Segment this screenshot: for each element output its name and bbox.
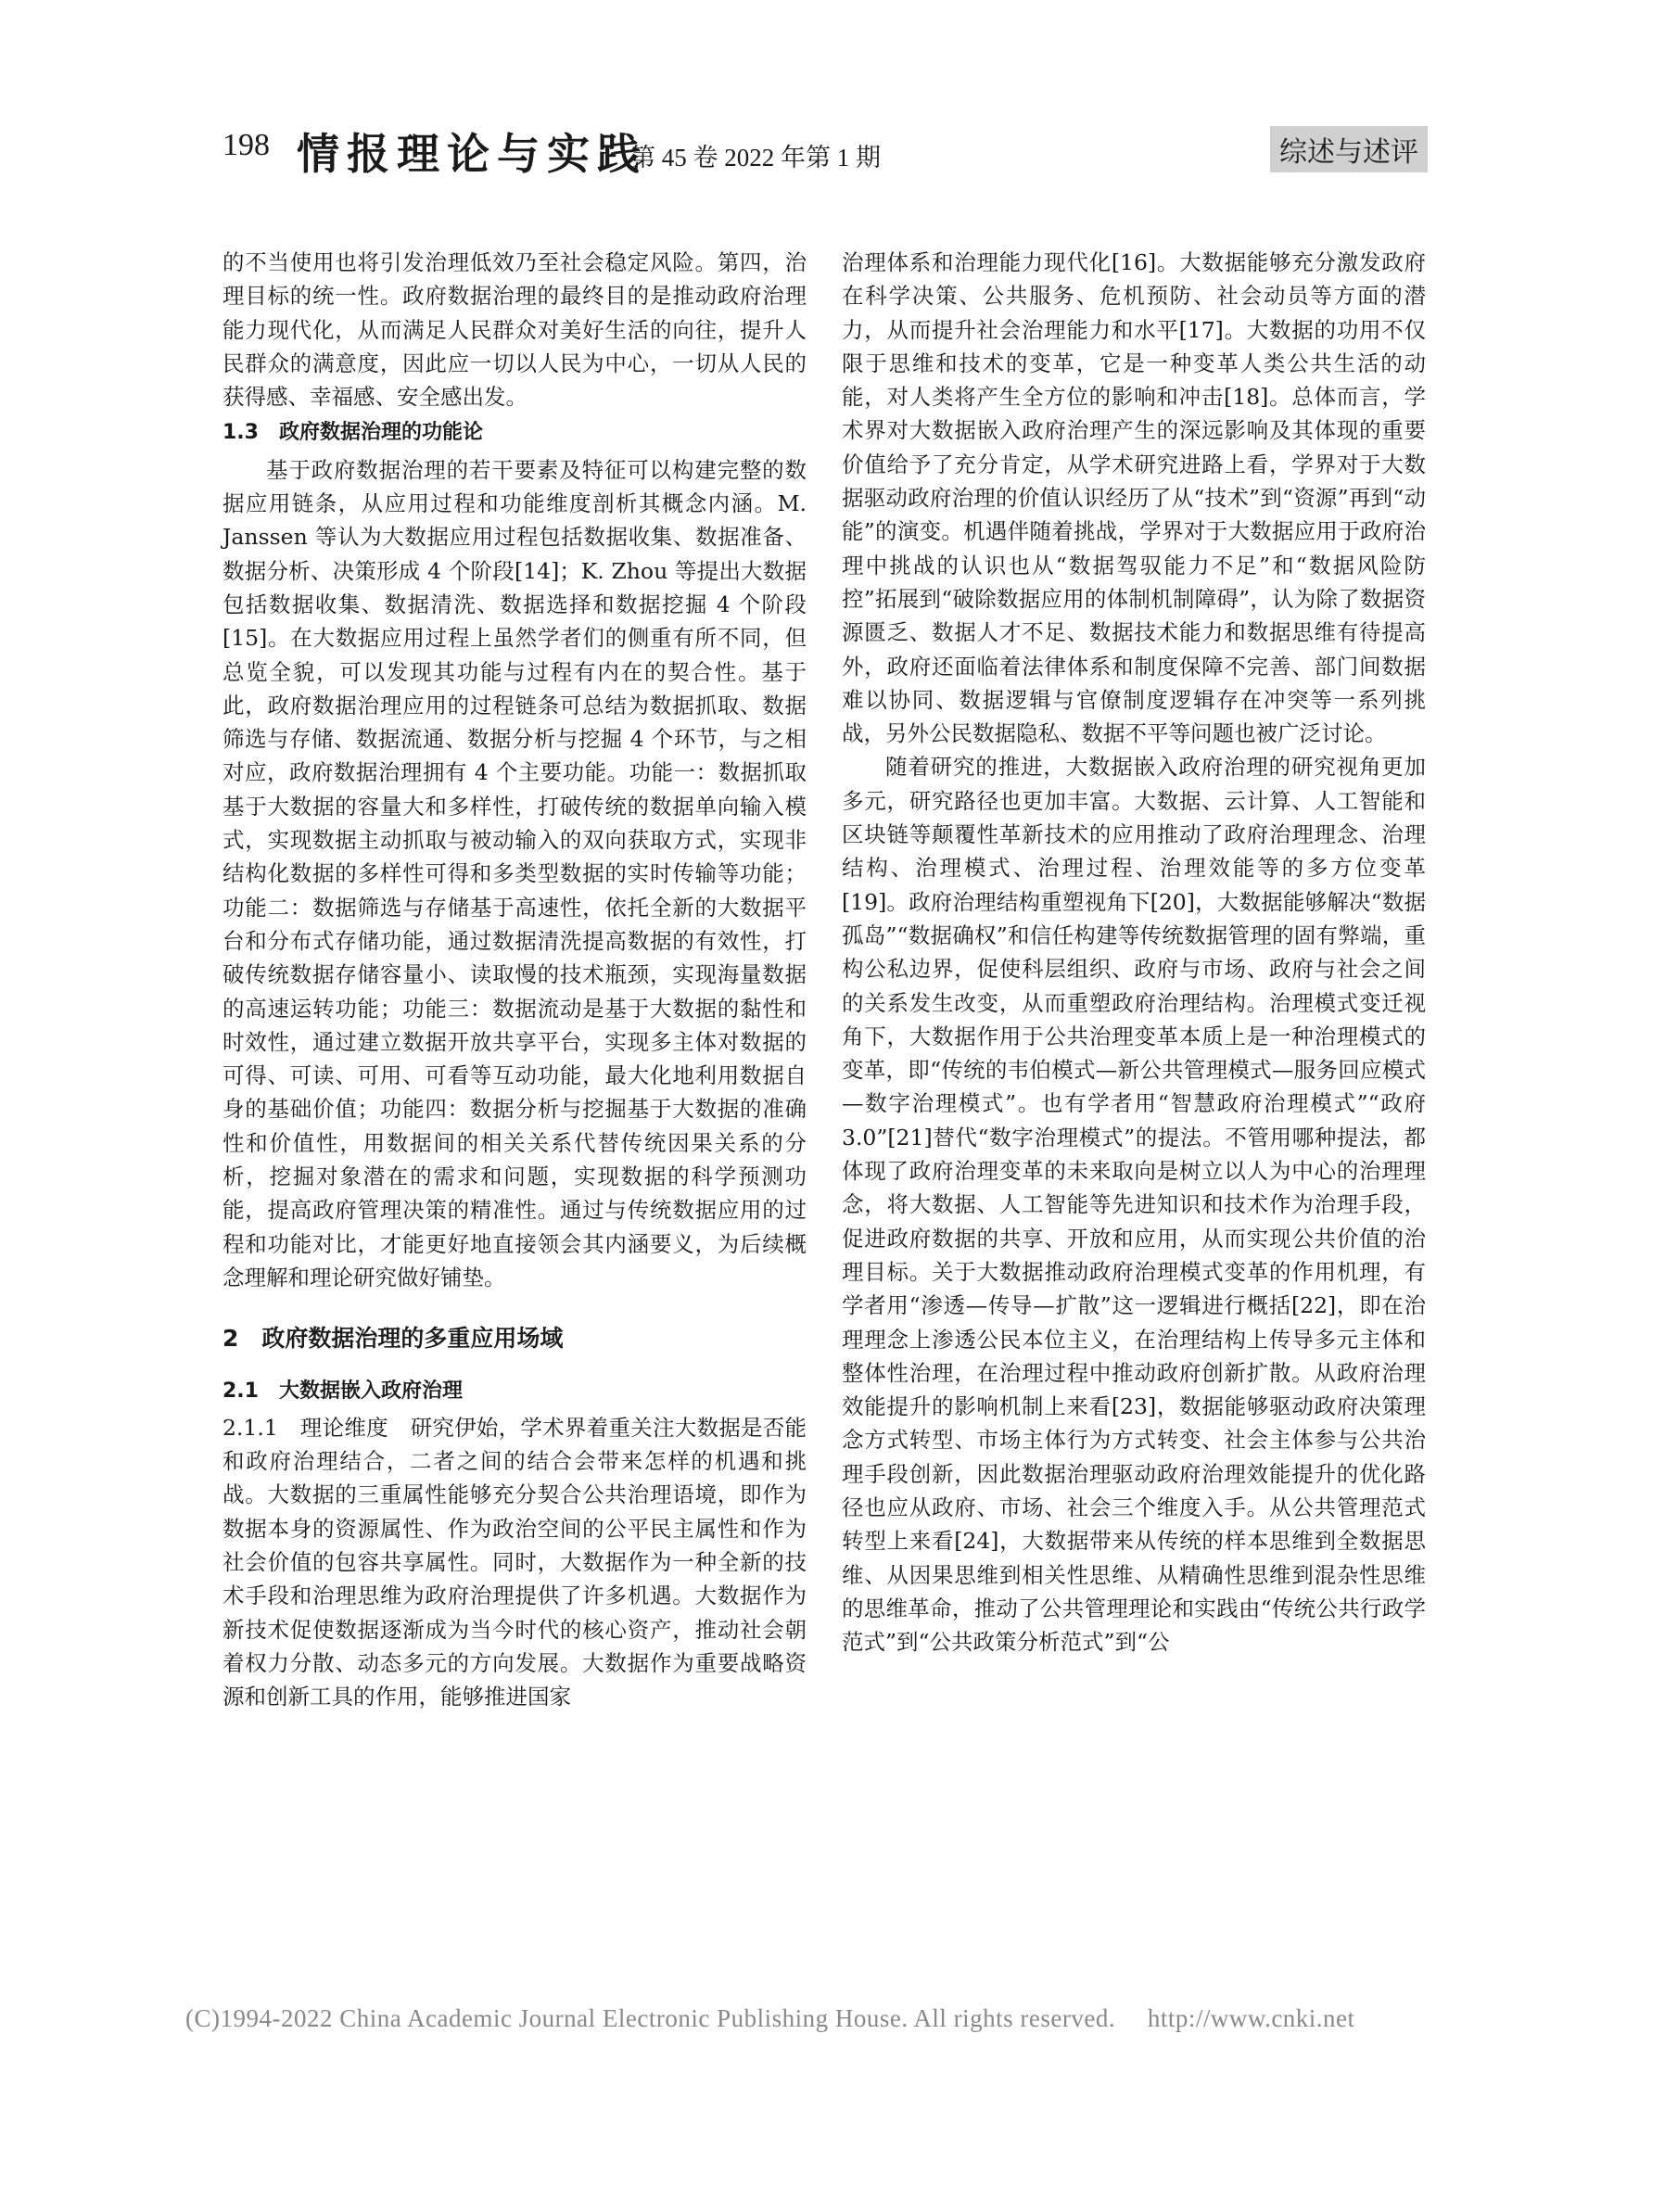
section-heading-2: 2 政府数据治理的多重应用场域 <box>222 1325 564 1353</box>
paragraph: 2.1.1 理论维度 研究伊始，学术界着重关注大数据是否能和政府治理结合，二者之间的结合会带来怎样的机遇和挑战。大数据的三重属性能够充分契合公共治理语境，即作为数据本身的资源属性、作为政治空间的公平民主属性和作为社会价值的包容共享属性。同时，大数据作为一种全新的技术手段和治理思维为政府治理提供了许多机遇。大数据作为新技术促使数据逐渐成为当今时代的核心资产，推动社会朝着权力分散、动态多元的方向发展。大数据作为重要战略资源和创新工具的作用，能够推进国家 <box>222 1414 807 1710</box>
section-heading-1-3: 1.3 政府数据治理的功能论 <box>222 421 483 445</box>
left-column <box>222 246 807 1713</box>
issue-info: 第 45 卷 2022 年第 1 期 <box>630 144 881 172</box>
paragraph: 基于政府数据治理的若干要素及特征可以构建完整的数据应用链条，从应用过程和功能维度剖析其概念内涵。M. Janssen 等认为大数据应用过程包括数据收集、数据准备、数据分析、决策形成 4 个阶段[14]；K. Zhou 等提出大数据包括数据收集、数据清洗、数据选择和数据挖掘 4 个阶段[15]。在大数据应用过程上虽然学者们的侧重有所不同，但总览全貌，可以发现其功能与过程有内在的契合性。基于此，政府数据治理应用的过程链条可总结为数据抓取、数据筛选与存储、数据流通、数据分析与挖掘 4 个环节，与之相对应，政府数据治理拥有 4 个主要功能。功能一：数据抓取基于大数据的容量大和多样性，打破传统的数据单向输入模式，实现数据主动抓取与被动输入的双向获取方式，实现非结构化数据的多样性可得和多类型数据的实时传输等功能；功能二：数据筛选与存储基于高速性，依托全新的大数据平台和分布式存储功能，通过数据清洗提高数据的有效性，打破传统数据存储容量小、读取慢的技术瓶颈，实现海量数据的高速运转功能；功能三：数据流动是基于大数据的黏性和时效性，通过建立数据开放共享平台，实现多主体对数据的可得、可读、可用、可看等互动功能，最大化地利用数据自身的基础价值；功能四：数据分析与挖掘基于大数据的准确性和价值性，用数据间的相关关系代替传统因果关系的分析，挖掘对象潜在的需求和问题，实现数据的科学预测功能，提高政府管理决策的精准性。通过与传统数据应用的过程和功能对比，才能更好地直接领会其内涵要义，为后续概念理解和理论研究做好铺垫。 <box>222 456 807 1290</box>
section-tag: 综述与述评 <box>1270 126 1428 172</box>
section-heading-2-1: 2.1 大数据嵌入政府治理 <box>222 1379 463 1403</box>
copyright-footer: (C)1994-2022 China Academic Journal Electronic Publishing House. All rights reserved. http://www.cnki.net <box>185 2004 1355 2032</box>
right-column <box>842 246 1426 1659</box>
paragraph: 治理体系和治理能力现代化[16]。大数据能够充分激发政府在科学决策、公共服务、危机预防、社会动员等方面的潜力，从而提升社会治理能力和水平[17]。大数据的功用不仅限于思维和技术的变革，它是一种变革人类公共生活的动能，对人类将产生全方位的影响和冲击[18]。总体而言，学术界对大数据嵌入政府治理产生的深远影响及其体现的重要价值给予了充分肯定，从学术研究进路上看，学界对于大数据驱动政府治理的价值认识经历了从“技术”到“资源”再到“动能”的演变。机遇伴随着挑战，学界对于大数据应用于政府治理中挑战的认识也从“数据驾驭能力不足”和“数据风险防控”拓展到“破除数据应用的体制机制障碍”，认为除了数据资源匮乏、数据人才不足、数据技术能力和数据思维有待提高外，政府还面临着法律体系和制度保障不完善、部门间数据难以协同、数据逻辑与官僚制度逻辑存在冲突等一系列挑战，另外公民数据隐私、数据不平等问题也被广泛讨论。 <box>842 249 1426 747</box>
paragraph: 随着研究的推进，大数据嵌入政府治理的研究视角更加多元，研究路径也更加丰富。大数据、云计算、人工智能和区块链等颠覆性革新技术的应用推动了政府治理理念、治理结构、治理模式、治理过程、治理效能等的多方位变革[19]。政府治理结构重塑视角下[20]，大数据能够解决“数据孤岛”“数据确权”和信任构建等传统数据管理的固有弊端，重构公私边界，促使科层组织、政府与市场、政府与社会之间的关系发生改变，从而重塑政府治理结构。治理模式变迁视角下，大数据作用于公共治理变革本质上是一种治理模式的变革，即“传统的韦伯模式—新公共管理模式—服务回应模式—数字治理模式”。也有学者用“智慧政府治理模式”“政府 3.0”[21]替代“数字治理模式”的提法。不管用哪种提法，都体现了政府治理变革的未来取向是树立以人为中心的治理理念，将大数据、人工智能等先进知识和技术作为治理手段，促进政府数据的共享、开放和应用，从而实现公共价值的治理目标。关于大数据推动政府治理模式变革的作用机理，有学者用“渗透—传导—扩散”这一逻辑进行概括[22]，即在治理理念上渗透公民本位主义，在治理结构上传导多元主体和整体性治理，在治理过程中推动政府创新扩散。从政府治理效能提升的影响机制上来看[23]，数据能够驱动政府决策理念方式转型、市场主体行为方式转变、社会主体参与公共治理手段创新，因此数据治理驱动政府治理效能提升的优化路径也应从政府、市场、社会三个维度入手。从公共管理范式转型上来看[24]，大数据带来从传统的样本思维到全数据思维、从因果思维到相关性思维、从精确性思维到混杂性思维的思维革命，推动了公共管理理论和实践由“传统公共行政学范式”到“公共政策分析范式”到“公 <box>842 754 1426 1656</box>
paragraph: 的不当使用也将引发治理低效乃至社会稳定风险。第四，治理目标的统一性。政府数据治理的最终目的是推动政府治理能力现代化，从而满足人民群众对美好生活的向往，提升人民群众的满意度，因此应一切以人民为中心，一切从人民的获得感、幸福感、安全感出发。 <box>222 249 807 411</box>
page-header <box>222 121 1428 179</box>
journal-title: 情报理论与实践 <box>297 129 647 179</box>
page-number: 198 <box>222 128 270 162</box>
